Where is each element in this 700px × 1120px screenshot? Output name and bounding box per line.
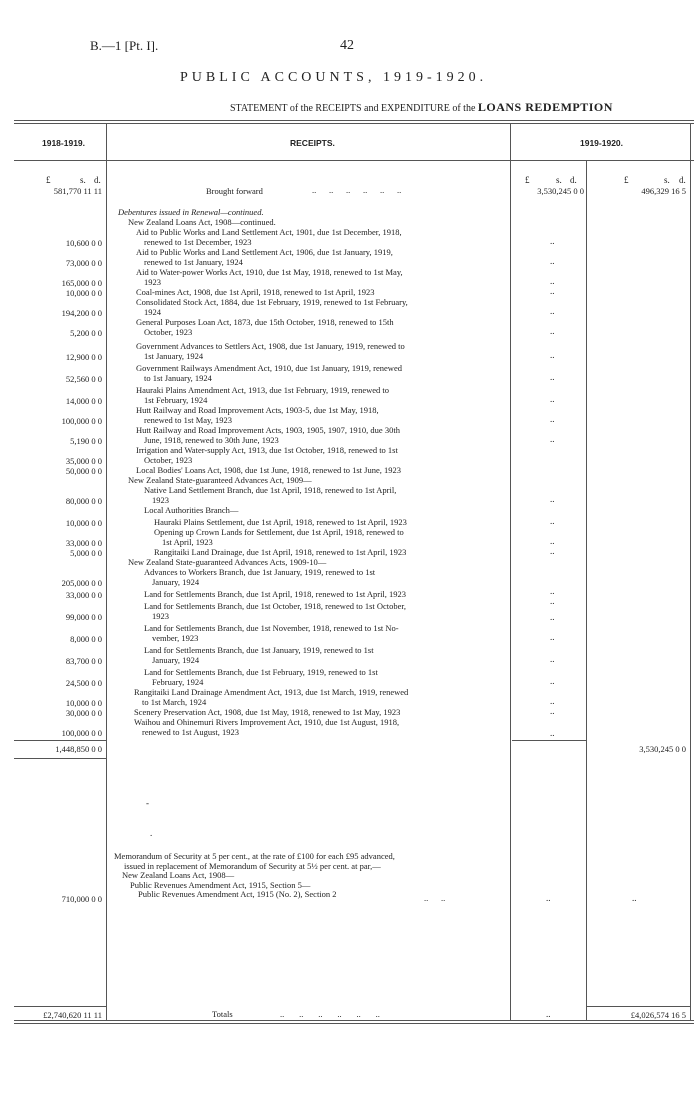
page-title: PUBLIC ACCOUNTS, 1919-1920. (180, 70, 488, 85)
table-top-rule-2 (14, 123, 694, 124)
row-desc: Aid to Public Works and Land Settlement Act, 1901, due 1st December, 1918, renewed to 1st December, 1923 (136, 227, 402, 247)
row-dots: .. (550, 434, 555, 444)
row-dots: .. (550, 586, 555, 596)
brought-forward-prev-amount: 581,770 11 11 (53, 186, 102, 196)
row-desc: Land for Settlements Branch, due 1st October, 1918, renewed to 1st October, 1923 (144, 601, 407, 621)
row-amount: 8,000 0 0 (70, 634, 102, 644)
brought-forward-label: Brought forward (206, 186, 263, 196)
col-divider-1 (106, 124, 107, 1020)
row-amount: 100,000 0 0 (61, 728, 102, 738)
table-top-rule (14, 120, 694, 121)
leader-dots: .. .. (424, 893, 446, 903)
column-header-receipts: RECEIPTS. (290, 138, 335, 148)
row-amount: 83,700 0 0 (65, 656, 102, 666)
subtotal-inner-amount: 3,530,245 0 0 (639, 744, 686, 754)
hauraki-amount: 10,000 0 0 (65, 518, 102, 528)
subtotal-rule-inner (512, 740, 586, 741)
section-heading: Debentures issued in Renewal—continued. (118, 207, 264, 217)
row-amount: 10,000 0 0 (65, 288, 102, 298)
row-dots: .. (550, 654, 555, 664)
row-dots: .. (546, 1009, 551, 1019)
col-divider-3 (586, 160, 587, 1020)
stray-mark: - (146, 798, 149, 808)
row-dots: .. (550, 414, 555, 424)
curr-shilling-label: s. (664, 175, 670, 185)
row-amount: 24,500 0 0 (65, 678, 102, 688)
row-dots: .. (550, 536, 555, 546)
row-dots: .. (550, 276, 555, 286)
row-desc: Scenery Preservation Act, 1908, due 1st May, 1918, renewed to 1st May, 1923 (134, 707, 401, 717)
subtitle-part-a: STATEMENT of the RECEIPTS and EXPENDITURE of the (230, 103, 476, 114)
row-dots: .. (550, 632, 555, 642)
inner-pence-label: d. (570, 175, 577, 185)
row-dots: .. (550, 372, 555, 382)
table-bottom-rule (14, 1020, 694, 1021)
memorandum-amount: 710,000 0 0 (61, 894, 102, 904)
row-desc: Land for Settlements Branch, due 1st January, 1919, renewed to 1st January, 1924 (144, 645, 374, 665)
row-dots: .. (550, 516, 555, 526)
subtotal-prev-amount: 1,448,850 0 0 (55, 744, 102, 754)
row-desc: Hauraki Plains Amendment Act, 1913, due 1st February, 1919, renewed to 1st February, 1924 (136, 385, 389, 405)
rangitaiki-desc: Rangitaiki Land Drainage, due 1st April, 1918, renewed to 1st April, 1923 (154, 547, 407, 557)
stray-mark: . (150, 828, 153, 838)
column-header-prev-year: 1918-1919. (42, 138, 86, 148)
row-desc: Aid to Water-power Works Act, 1910, due 1st May, 1918, renewed to 1st May, 1923 (136, 267, 403, 287)
leader-dots: .. .. .. .. .. .. (280, 1009, 380, 1019)
memorandum-line: Memorandum of Security at 5 per cent., at the rate of £100 for each £95 advanced, (114, 851, 395, 861)
row-dots: .. (546, 893, 551, 903)
row-dots: .. (550, 706, 555, 716)
header-bottom-rule (14, 160, 694, 161)
row-dots: .. (550, 306, 555, 316)
row-amount: 194,200 0 0 (61, 308, 102, 318)
state-advances-1909-heading: New Zealand State-guaranteed Advances Act, 1909— (128, 475, 312, 485)
col-divider-2 (510, 124, 511, 1020)
row-desc: Government Advances to Settlers Act, 1908, due 1st January, 1919, renewed to 1st January, 1924 (136, 341, 405, 361)
memorandum-line: Public Revenues Amendment Act, 1915, Section 5— (130, 879, 311, 890)
row-amount: 99,000 0 0 (65, 612, 102, 622)
row-amount: 5,200 0 0 (70, 328, 102, 338)
row-amount: 33,000 0 0 (65, 590, 102, 600)
subtotal-rule-prev (14, 740, 106, 741)
memorandum-line: issued in replacement of Memorandum of Security at 5½ per cent. at par,— (124, 860, 381, 871)
row-desc: General Purposes Loan Act, 1873, due 15th October, 1918, renewed to 15th October, 1923 (136, 317, 394, 337)
page-reference: B.—1 [Pt. I]. (90, 38, 159, 53)
curr-pound-symbol: £ (624, 175, 629, 185)
row-amount: 10,000 0 0 (65, 698, 102, 708)
row-desc: Land for Settlements Branch, due 1st April, 1918, renewed to 1st April, 1923 (144, 589, 407, 599)
row-dots: .. (550, 728, 555, 738)
row-dots: .. (550, 696, 555, 706)
state-advances-1909-10-heading: New Zealand State-guaranteed Advances Acts, 1909-10— (128, 557, 327, 567)
native-desc: Native Land Settlement Branch, due 1st April, 1918, renewed to 1st April, 1923 (144, 485, 397, 505)
row-amount: 205,000 0 0 (61, 578, 102, 588)
row-desc: Coal-mines Act, 1908, due 1st April, 1918, renewed to 1st April, 1923 (136, 287, 375, 297)
inner-pound-symbol: £ (525, 175, 530, 185)
native-amount: 80,000 0 0 (65, 496, 102, 506)
local-authorities-heading: Local Authorities Branch— (144, 505, 239, 515)
row-dots: .. (550, 394, 555, 404)
row-desc: Land for Settlements Branch, due 1st February, 1919, renewed to 1st February, 1924 (144, 667, 378, 687)
row-amount: 52,560 0 0 (65, 374, 102, 384)
totals-top-rule (14, 1006, 106, 1007)
subtotal-underline-prev (14, 758, 106, 759)
row-dots: .. (550, 596, 555, 606)
column-header-curr-year: 1919-1920. (580, 138, 624, 148)
totals-curr-amount: £4,026,574 16 5 (630, 1010, 686, 1020)
row-amount: 14,000 0 0 (65, 396, 102, 406)
row-desc: Government Railways Amendment Act, 1910, due 1st January, 1919, renewed to 1st January, 1924 (136, 363, 402, 383)
row-desc: Consolidated Stock Act, 1884, due 1st February, 1919, renewed to 1st February, 1924 (136, 297, 408, 317)
row-desc: Land for Settlements Branch, due 1st November, 1918, renewed to 1st No- vember, 1923 (144, 623, 399, 643)
row-dots: .. (550, 236, 555, 246)
row-amount: 100,000 0 0 (61, 416, 102, 426)
row-amount: 35,000 0 0 (65, 456, 102, 466)
row-dots: .. (550, 256, 555, 266)
totals-label: Totals (212, 1009, 233, 1019)
row-desc: Hutt Railway and Road Improvement Acts, 1903-5, due 1st May, 1918, renewed to 1st May, 1923 (136, 405, 379, 425)
row-desc: Local Bodies' Loans Act, 1908, due 1st June, 1918, renewed to 1st June, 1923 (136, 465, 401, 475)
row-dots: .. (550, 286, 555, 296)
subsection-heading: New Zealand Loans Act, 1908—continued. (128, 217, 276, 227)
row-amount: 50,000 0 0 (65, 466, 102, 476)
crown-amount: 33,000 0 0 (65, 538, 102, 548)
col-divider-4 (690, 124, 691, 1020)
brought-forward-inner-amount: 3,530,245 0 0 (537, 186, 584, 196)
statement-subtitle (230, 100, 613, 115)
leader-dots: .. .. .. .. .. .. (312, 185, 402, 195)
row-dots: .. (550, 676, 555, 686)
row-amount: 165,000 0 0 (61, 278, 102, 288)
rangitaiki-amount: 5,000 0 0 (70, 548, 102, 558)
prev-shilling-label: s. (80, 175, 86, 185)
row-dots: .. (550, 612, 555, 622)
memorandum-text (114, 852, 395, 900)
row-amount: 5,190 0 0 (70, 436, 102, 446)
totals-prev-amount: £2,740,620 11 11 (43, 1010, 102, 1020)
row-desc: Advances to Workers Branch, due 1st January, 1919, renewed to 1st January, 1924 (144, 567, 376, 587)
table-bottom-rule-2 (14, 1023, 694, 1024)
prev-pence-label: d. (94, 175, 101, 185)
row-dots: .. (550, 494, 555, 504)
row-desc: Rangitaiki Land Drainage Amendment Act, 1913, due 1st March, 1919, renewed to 1st March, 1924 (134, 687, 409, 707)
row-desc: Waihou and Ohinemuri Rivers Improvement Act, 1910, due 1st August, 1918, renewed to 1st August, 1923 (134, 717, 400, 737)
memorandum-line: Public Revenues Amendment Act, 1915 (No. 2), Section 2 (138, 889, 337, 899)
row-desc: Irrigation and Water-supply Act, 1913, due 1st October, 1918, renewed to 1st October, 1923 (136, 445, 398, 465)
row-dots: .. (550, 546, 555, 556)
memorandum-line: New Zealand Loans Act, 1908— (122, 870, 235, 880)
row-amount: 12,900 0 0 (65, 352, 102, 362)
row-amount: 30,000 0 0 (65, 708, 102, 718)
brought-forward-curr-amount: 496,329 16 5 (641, 186, 686, 196)
row-amount: 10,600 0 0 (65, 238, 102, 248)
row-dots: .. (632, 893, 637, 903)
page-number: 42 (340, 38, 354, 53)
row-dots: .. (550, 350, 555, 360)
crown-desc: Opening up Crown Lands for Settlement, due 1st April, 1918, renewed to 1st April, 1923 (154, 527, 404, 547)
row-desc: Aid to Public Works and Land Settlement Act, 1906, due 1st January, 1919, renewed to 1st January, 1924 (136, 247, 393, 267)
row-desc: Hutt Railway and Road Improvement Acts, 1903, 1905, 1907, 1910, due 30th June, 1918, renewed to 30th June, 1923 (136, 425, 400, 445)
inner-shilling-label: s. (556, 175, 562, 185)
totals-top-rule-curr (587, 1006, 690, 1007)
hauraki-desc: Hauraki Plains Settlement, due 1st April, 1918, renewed to 1st April, 1923 (154, 517, 407, 527)
subtitle-part-b: LOANS REDEMPTION (477, 100, 613, 114)
prev-pound-symbol: £ (46, 175, 51, 185)
row-amount: 73,000 0 0 (65, 258, 102, 268)
curr-pence-label: d. (679, 175, 686, 185)
row-dots: .. (550, 326, 555, 336)
